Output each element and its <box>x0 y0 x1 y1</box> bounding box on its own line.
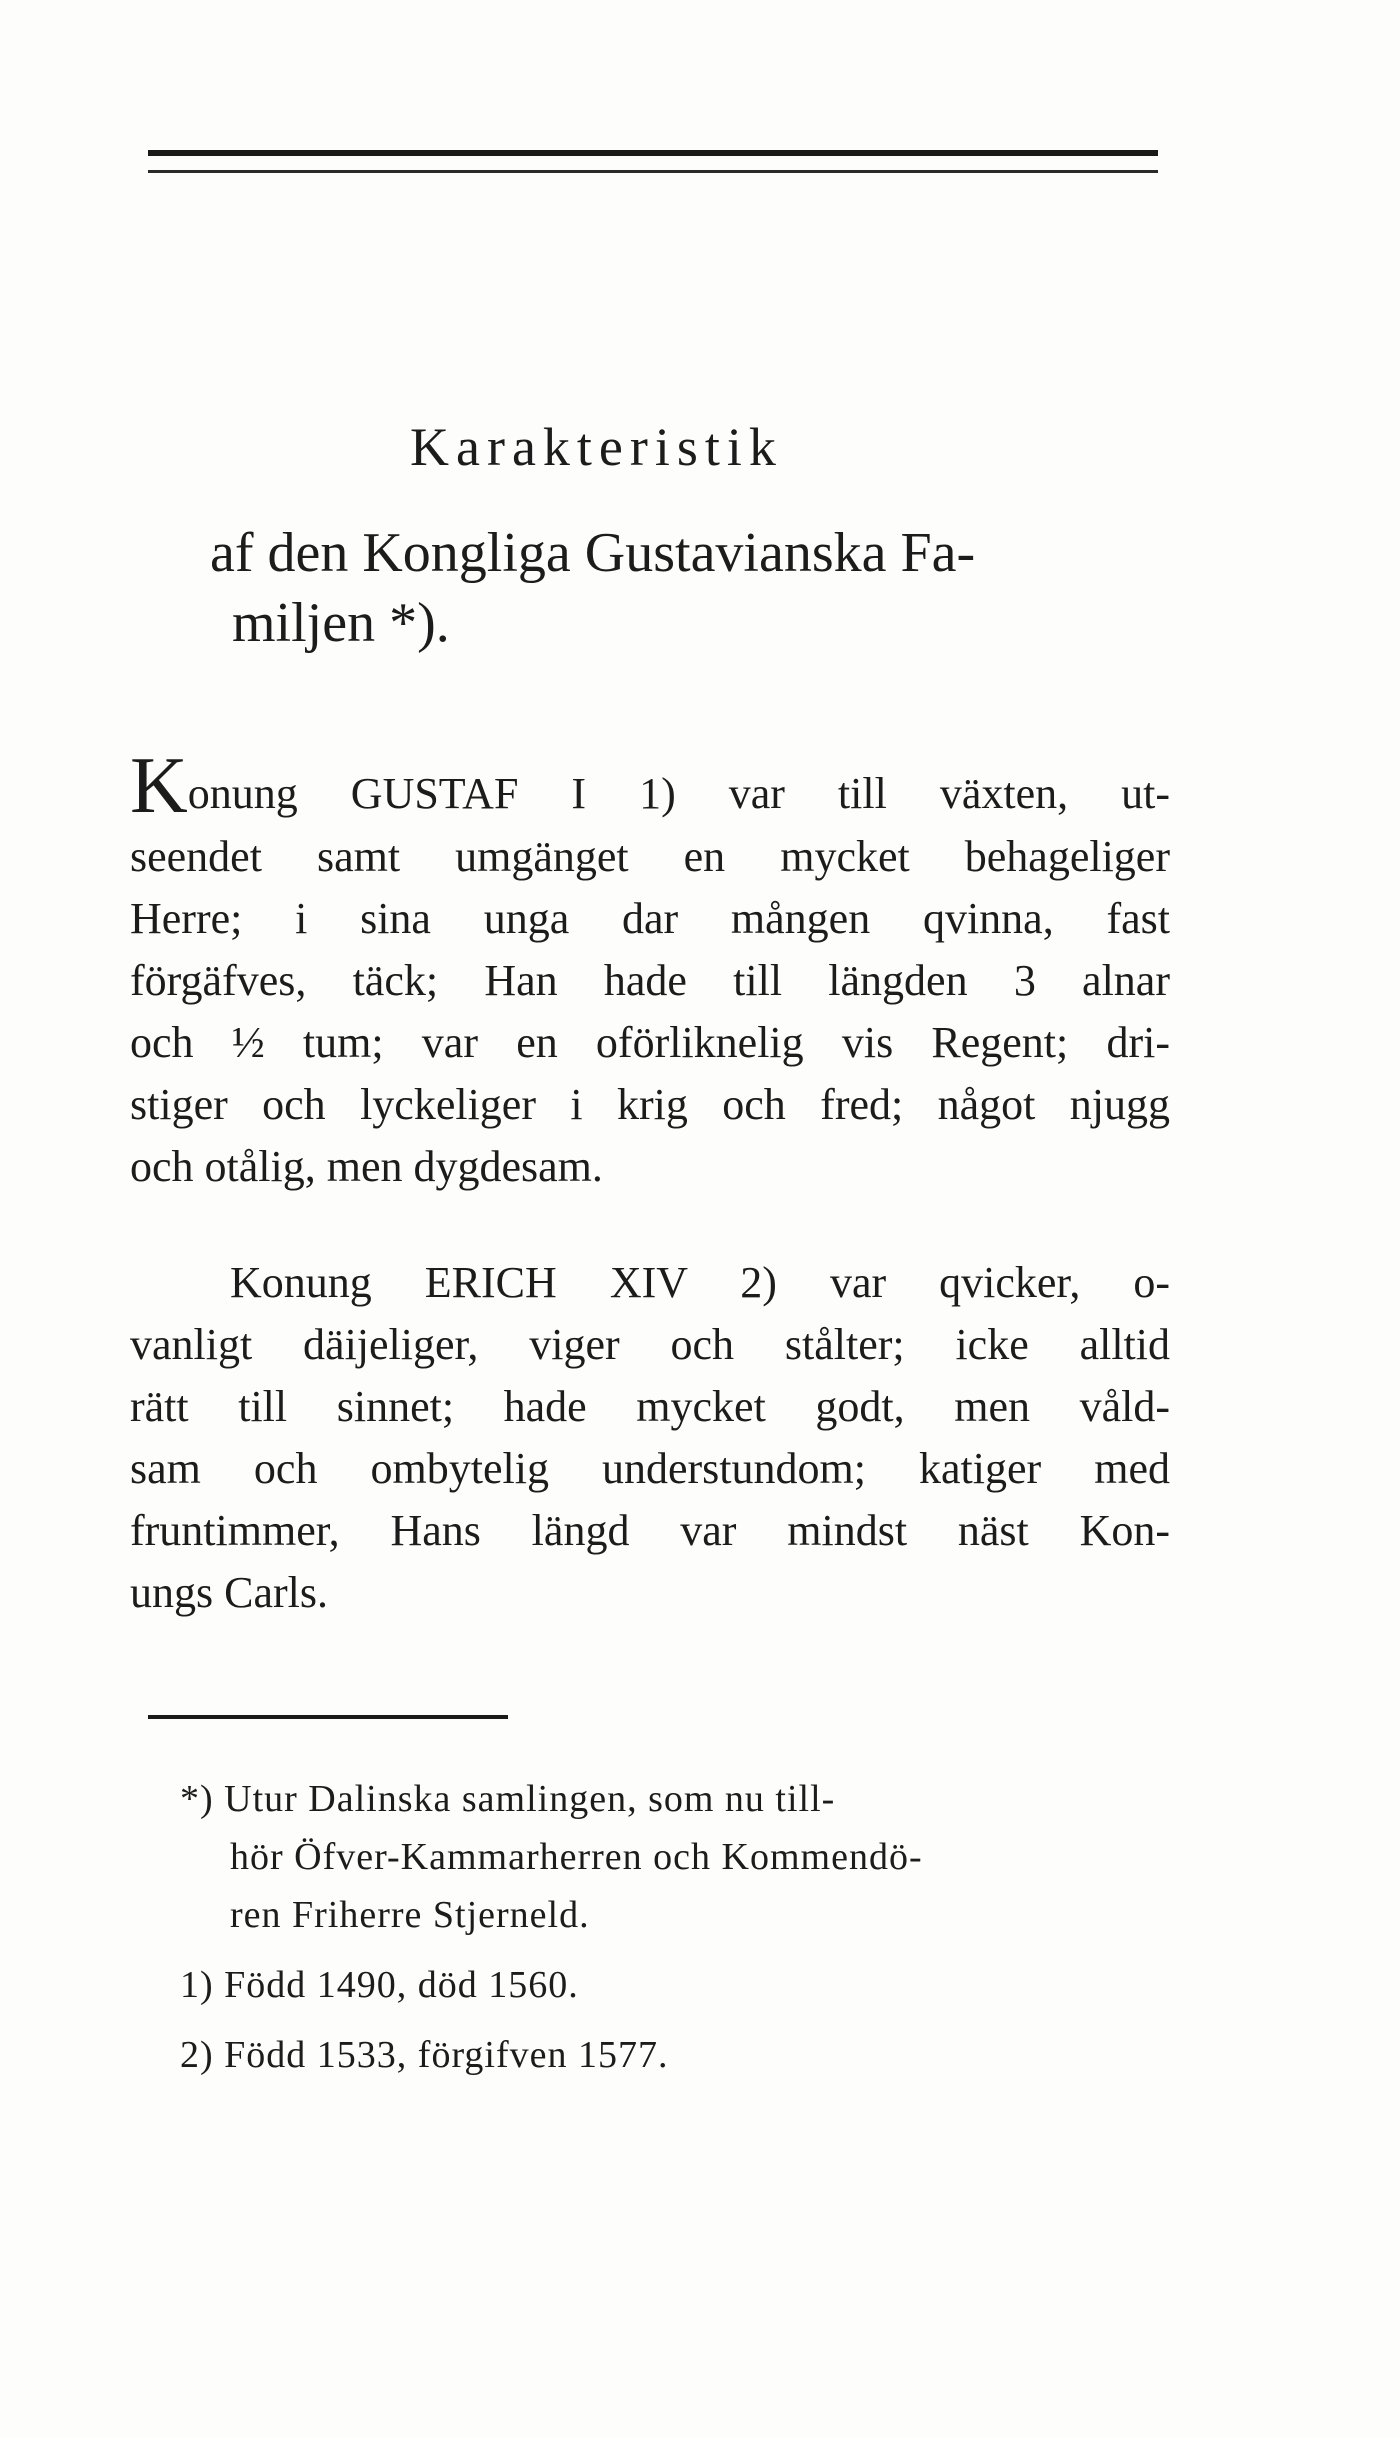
paragraph-erich <box>130 1252 1170 1624</box>
paragraph-line: fruntimmer, Hans längd var mindst näst Kon- <box>130 1506 1170 1555</box>
paragraph-line: och otålig, men dygdesam. <box>130 1142 603 1191</box>
subtitle-line-2: miljen *). <box>232 592 450 654</box>
paragraph-line: ungs Carls. <box>130 1568 328 1617</box>
paragraph-line: rätt till sinnet; hade mycket godt, men våld- <box>130 1382 1170 1431</box>
paragraph-line: seendet samt umgänget en mycket behageliger <box>130 832 1170 881</box>
paragraph-line: förgäfves, täck; Han hade till längden 3 alnar <box>130 956 1170 1005</box>
footnote-divider <box>148 1715 508 1719</box>
footnote-2 <box>180 2026 1180 2084</box>
subtitle-line-1: af den Kongliga Gustavianska Fa- <box>210 522 976 584</box>
paragraph-gustaf <box>130 742 1170 1198</box>
section-heading: Karakteristik <box>410 417 783 477</box>
footnote-line: ren Friherre Stjerneld. <box>230 1894 590 1936</box>
footnote-1 <box>180 1956 1180 2014</box>
paragraph-line: Herre; i sina unga dar mången qvinna, fast <box>130 894 1170 943</box>
footnote-line: hör Öfver-Kammarherren och Kommendö- <box>230 1836 923 1878</box>
footnote-line: *) Utur Dalinska samlingen, som nu till- <box>180 1778 836 1820</box>
footnote-line: 2) Född 1533, förgifven 1577. <box>180 2034 669 2076</box>
drop-cap: K <box>130 742 188 830</box>
footnote-line: 1) Född 1490, död 1560. <box>180 1964 579 2006</box>
paragraph-line <box>130 742 1170 830</box>
paragraph-line: stiger och lyckeliger i krig och fred; något njugg <box>130 1080 1170 1129</box>
footnotes <box>180 1770 1180 2084</box>
paragraph-line: Konung ERICH XIV 2) var qvicker, o- <box>230 1258 1170 1307</box>
footnote-star <box>180 1770 1180 1944</box>
paragraph-line: sam och ombytelig understundom; katiger med <box>130 1444 1170 1493</box>
paragraph-line-text: onung GUSTAF I 1) var till växten, ut- <box>187 769 1170 818</box>
section-subtitle <box>210 518 1170 658</box>
paragraph-line: vanligt däijeliger, viger och stålter; icke alltid <box>130 1320 1170 1369</box>
paragraph-line: och ½ tum; var en oförliknelig vis Regent; dri- <box>130 1018 1170 1067</box>
header-rule-bottom <box>148 170 1158 173</box>
header-rule-top <box>148 150 1158 156</box>
